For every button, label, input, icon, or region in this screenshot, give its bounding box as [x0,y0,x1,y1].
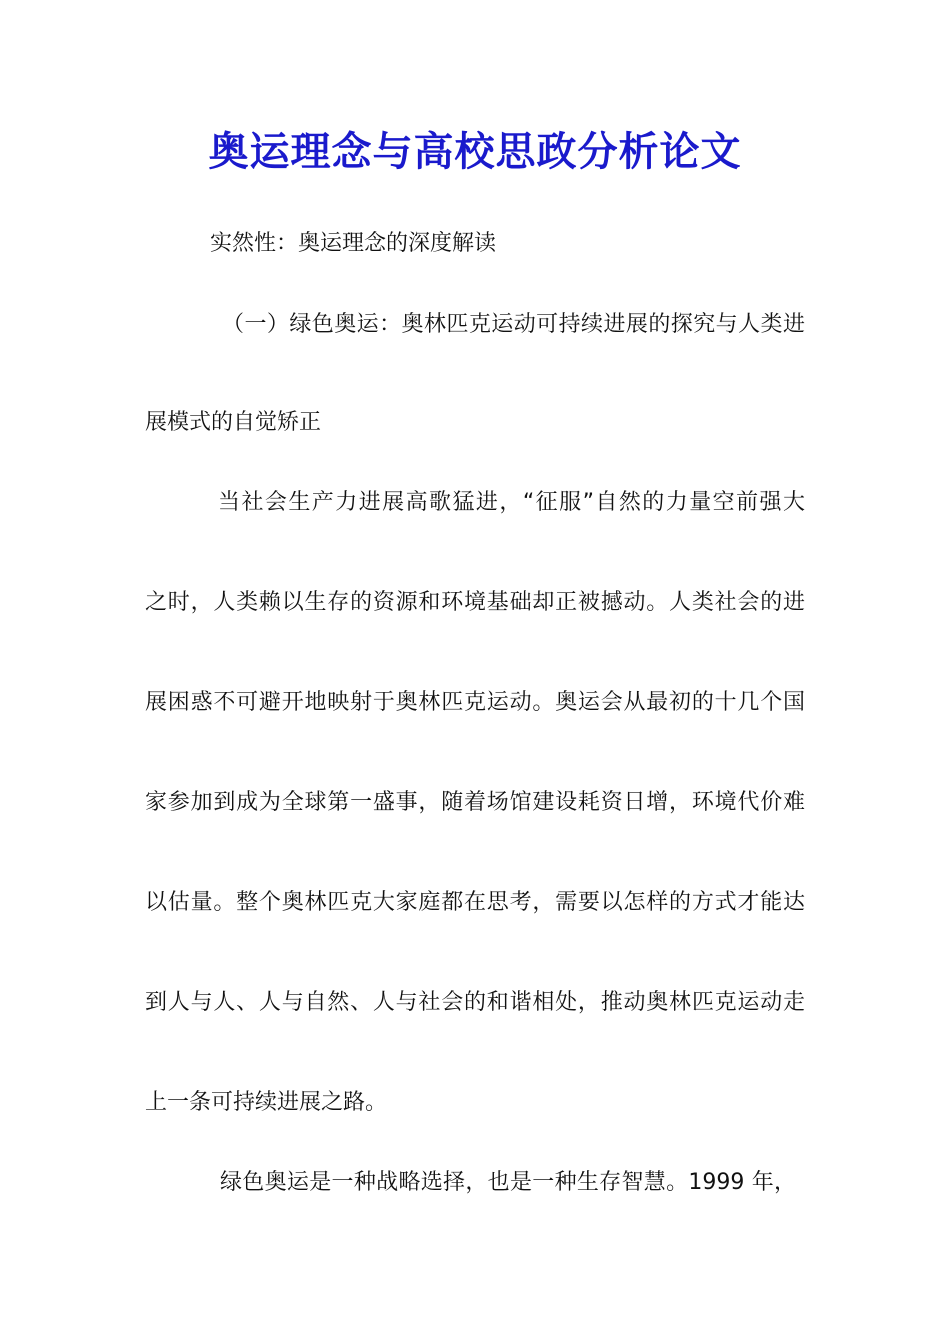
paragraph-line: 上一条可持续进展之路。 [145,1090,388,1115]
paragraph-line: 家参加到成为全球第一盛事，随着场馆建设耗资日增，环境代价难 [145,790,805,815]
subsection-heading-line: 展模式的自觉矫正 [145,410,322,435]
subsection-heading-line: （一）绿色奥运：奥林匹克运动可持续进展的探究与人类进 [222,312,805,337]
document-title: 奥运理念与高校思政分析论文 [208,128,742,175]
paragraph-line: 绿色奥运是一种战略选择，也是一种生存智慧。1999 年， [220,1170,796,1195]
paragraph-line: 到人与人、人与自然、人与社会的和谐相处，推动奥林匹克运动走 [145,990,805,1015]
section-heading: 实然性：奥运理念的深度解读 [210,231,497,256]
paragraph-line: 之时，人类赖以生存的资源和环境基础却正被撼动。人类社会的进 [145,590,805,615]
paragraph-line: 展困惑不可避开地映射于奥林匹克运动。奥运会从最初的十几个国 [145,690,805,715]
paragraph-line: 当社会生产力进展高歌猛进，“征服”自然的力量空前强大 [218,490,805,515]
paragraph-line: 以估量。整个奥林匹克大家庭都在思考，需要以怎样的方式才能达 [145,890,805,915]
